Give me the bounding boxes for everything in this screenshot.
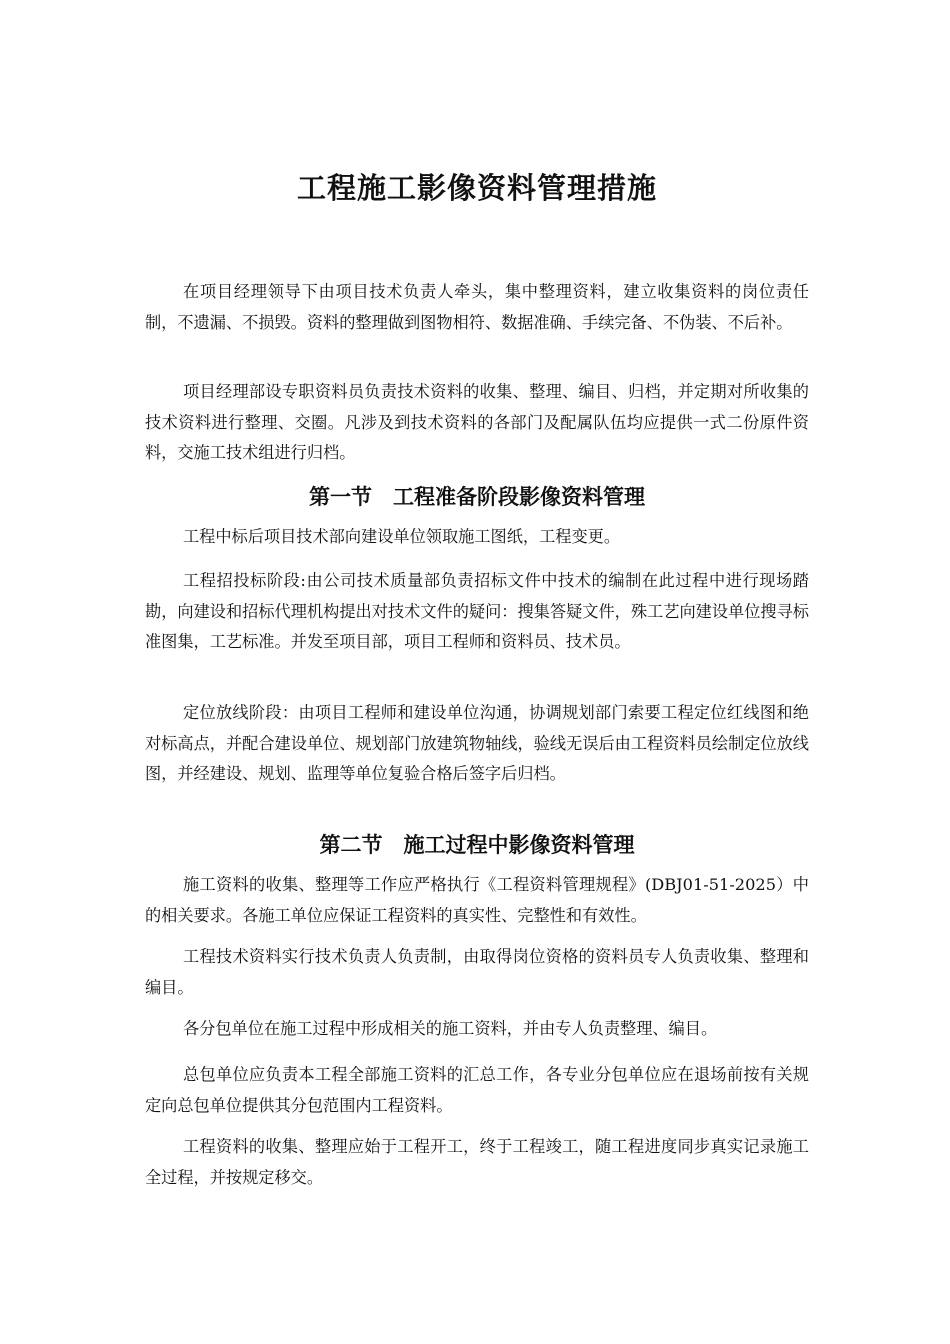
section-2-paragraph-3: 各分包单位在施工过程中形成相关的施工资料，并由专人负责整理、编目。: [183, 1019, 718, 1038]
section-1-heading: 第一节 工程准备阶段影像资料管理: [309, 485, 645, 509]
intro-paragraph-1: 在项目经理领导下由项目技术负责人牵头，集中整理资料，建立收集资料的岗位责任制，不遗漏、不损毁。资料的整理做到图物相符、数据准确、手续完备、不伪装、不后补。: [145, 282, 809, 332]
document-title: 工程施工影像资料管理措施: [296, 171, 657, 205]
section-2-paragraph-4: 总包单位应负责本工程全部施工资料的汇总工作，各专业分包单位应在退场前按有关规定向总包单位提供其分包范围内工程资料。: [145, 1065, 809, 1115]
section-2-paragraph-5: 工程资料的收集、整理应始于工程开工，终于工程竣工，随工程进度同步真实记录施工全过程，并按规定移交。: [145, 1137, 809, 1187]
section-1-paragraph-3: 定位放线阶段：由项目工程师和建设单位沟通，协调规划部门索要工程定位红线图和绝对标高点，并配合建设单位、规划部门放建筑物轴线，验线无误后由工程资料员绘制定位放线图，并经建设、规划、监理等单位复验合格后签字后归档。: [145, 703, 809, 783]
section-2-heading: 第二节 施工过程中影像资料管理: [319, 833, 635, 857]
section-2-paragraph-2: 工程技术资料实行技术负责人负责制，由取得岗位资格的资料员专人负责收集、整理和编目。: [145, 947, 809, 997]
section-1-paragraph-1: 工程中标后项目技术部向建设单位领取施工图纸，工程变更。: [183, 527, 621, 546]
intro-paragraph-2: 项目经理部设专职资料员负责技术资料的收集、整理、编目、归档，并定期对所收集的技术资料进行整理、交圈。凡涉及到技术资料的各部门及配属队伍均应提供一式二份原件资料，交施工技术组进行归档。: [145, 382, 809, 462]
section-1-paragraph-2: 工程招投标阶段:由公司技术质量部负责招标文件中技术的编制在此过程中进行现场踏勘，向建设和招标代理机构提出对技术文件的疑问：搜集答疑文件，殊工艺向建设单位搜寻标准图集，工艺标准。并发至项目部，项目工程师和资料员、技术员。: [145, 571, 809, 651]
section-2-paragraph-1: 施工资料的收集、整理等工作应严格执行《工程资料管理规程》(DBJ01-51-2025）中的相关要求。各施工单位应保证工程资料的真实性、完整性和有效性。: [145, 875, 809, 925]
